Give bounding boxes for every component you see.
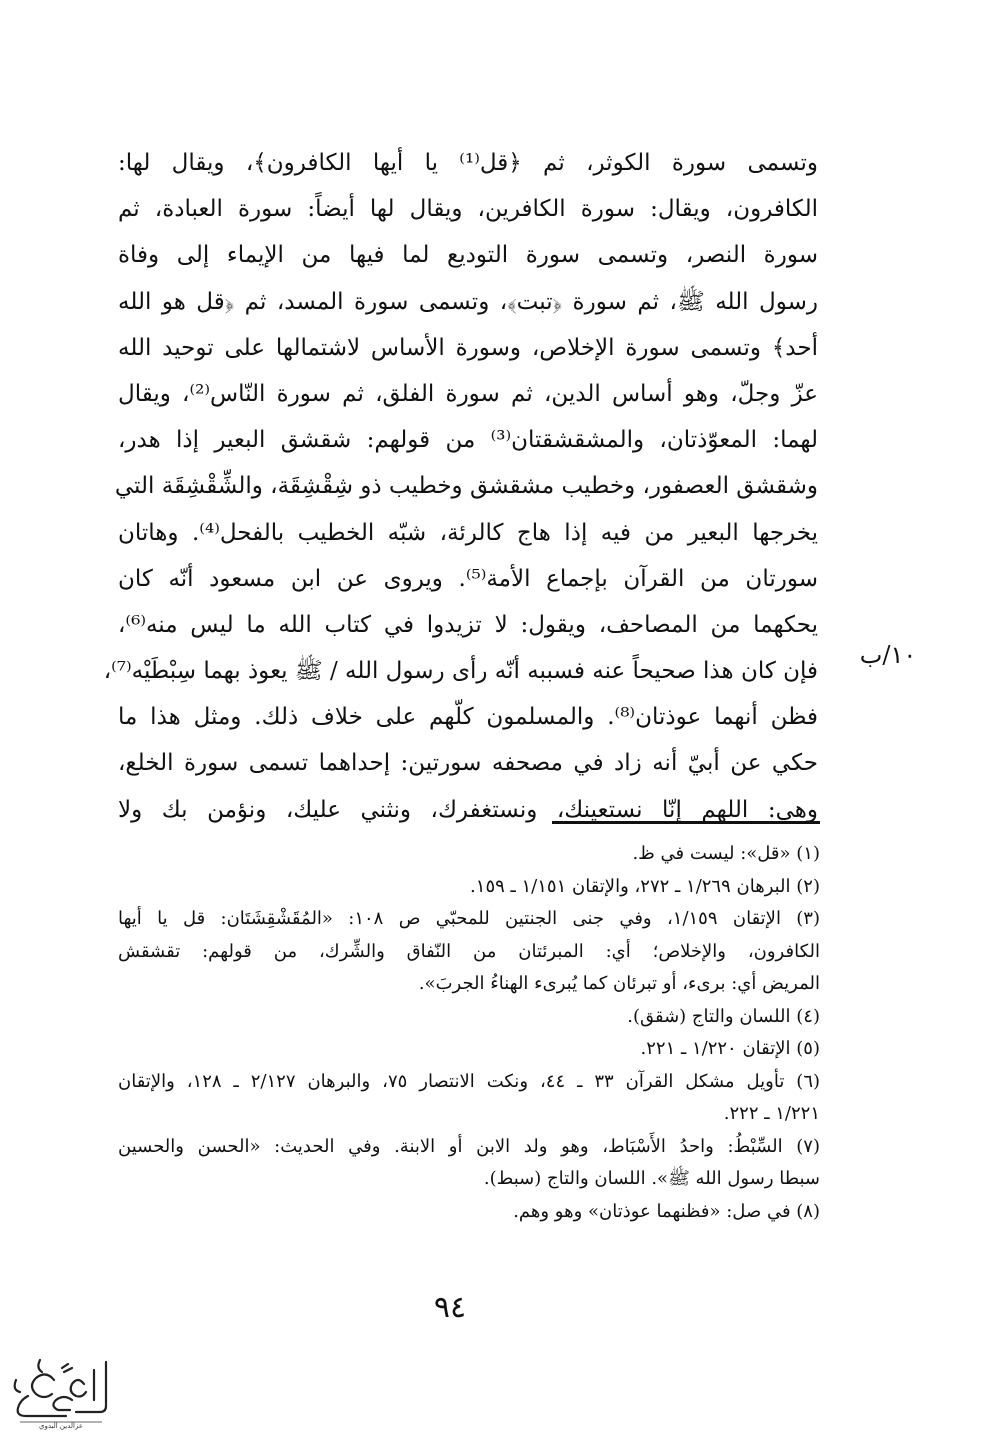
- main-text-line: يحكهما من المصاحف، ويقول: لا تزيدوا في كتاب الله ما ليس منه⁽⁶⁾،: [118, 611, 819, 638]
- main-text-line: حكي عن أبيّ أنه زاد في مصحفه سورتين: إحداهما تسمى سورة الخلع،: [118, 750, 818, 777]
- footnotes-block: [118, 838, 820, 1228]
- main-text-line: فظن أنهما عوذتان⁽⁸⁾. والمسلمون كلّهم على خلاف ذلك. ومثل هذا ما: [118, 704, 818, 731]
- margin-folio-note: ١٠/ب: [859, 641, 917, 669]
- footnote-line: الكافرون، والإخلاص؛ أي: المبرئتان من النّفاق والشِّرك، من قولهم: تقشقش: [118, 940, 820, 962]
- main-text-line: سورتان من القرآن بإجماع الأمة⁽⁵⁾. ويروى عن ابن مسعود أنّه كان: [118, 565, 818, 592]
- footnote-line: ١/٢٢١ ـ ٢٢٢.: [723, 1103, 820, 1124]
- footnote-line: (١) «قل»: ليست في ظ.: [632, 843, 820, 864]
- main-text-line: وهي: اللهم إنّا نستعينك، ونستغفرك، ونثني عليك، ونؤمن بك ولا: [118, 796, 818, 823]
- main-text-line: وتسمى سورة الكوثر، ثم ﴿قل⁽¹⁾ يا أيها الكافرون﴾، ويقال لها:: [118, 150, 818, 176]
- calligraphy-logo-icon: [6, 1350, 116, 1430]
- footnote-line: (٤) اللسان والتاج (شقق).: [627, 1005, 820, 1027]
- page-number: ٩٤: [433, 1290, 467, 1325]
- main-text-line: لهما: المعوّذتان، والمشقشقتان⁽³⁾ من قولهم: شقشق البعير إذا هدر،: [118, 427, 818, 454]
- footnote-line: (٢) البرهان ١/٢٦٩ ـ ٢٧٢، والإتقان ١/١٥١ ـ ١٥٩.: [470, 875, 820, 897]
- footnote-line: (٥) الإتقان ١/٢٢٠ ـ ٢٢١.: [640, 1038, 820, 1059]
- footnote-line: (٧) السِّبْطُ: واحدُ الأَسْبَاط، وهو ولد الابن أو الابنة. وفي الحديث: «الحسن والحسين: [118, 1135, 820, 1157]
- main-text-line: أحد﴾ وتسمى سورة الإخلاص، وسورة الأساس لاشتمالها على توحيد الله: [118, 334, 818, 361]
- watermark-logo: [6, 1350, 116, 1430]
- main-text-line: يخرجها البعير من فيه إذا هاج كالرئة، شبّه الخطيب بالفحل⁽⁴⁾. وهاتان: [118, 519, 818, 546]
- main-text-block: [103, 140, 819, 833]
- footnote-line: المريض أي: برىء، أو تبرئان كما يُبرىء الهناءُ الجربَ».: [418, 973, 820, 994]
- main-text-line: الكافرون، ويقال: سورة الكافرين، ويقال لها أيضاً: سورة العبادة، ثم: [118, 196, 818, 223]
- main-text-line: فإن كان هذا صحيحاً عنه فسببه أنّه رأى رسول الله / ﷺ يعوذ بهما سِبْطَيْه⁽⁷⁾،: [103, 658, 818, 685]
- logo-caption: عزالدين البدوي: [38, 1422, 84, 1430]
- footnote-line: سبطا رسول الله ﷺ». اللسان والتاج (سبط).: [483, 1168, 820, 1189]
- footnote-line: (٣) الإتقان ١/١٥٩، وفي جنى الجنتين للمحبّي ص ١٠٨: «المُقَشْقِشَتَان: قل يا أيها: [118, 908, 820, 929]
- footnote-divider: [552, 821, 820, 824]
- footnote-line: (٨) في صل: «فظنهما عوذتان» وهو وهم.: [513, 1200, 820, 1222]
- main-text-line: سورة النصر، وتسمى سورة التوديع لما فيها من الإيماء إلى وفاة: [118, 242, 818, 269]
- main-text-line: عزّ وجلّ، وهو أساس الدين، ثم سورة الفلق، ثم سورة النّاس⁽²⁾، ويقال: [118, 380, 818, 407]
- main-text-line: رسول الله ﷺ، ثم سورة ﴿تبت﴾، وتسمى سورة المسد، ثم ﴿قل هو الله: [118, 288, 818, 315]
- main-text-line: وشقشق العصفور، وخطيب مشقشق وخطيب ذو شِقْشِقَة، والشِّقْشِقَة التي: [114, 473, 818, 500]
- footnote-line: (٦) تأويل مشكل القرآن ٣٣ ـ ٤٤، ونكت الانتصار ٧٥، والبرهان ٢/١٢٧ ـ ١٢٨، والإتقان: [118, 1070, 821, 1092]
